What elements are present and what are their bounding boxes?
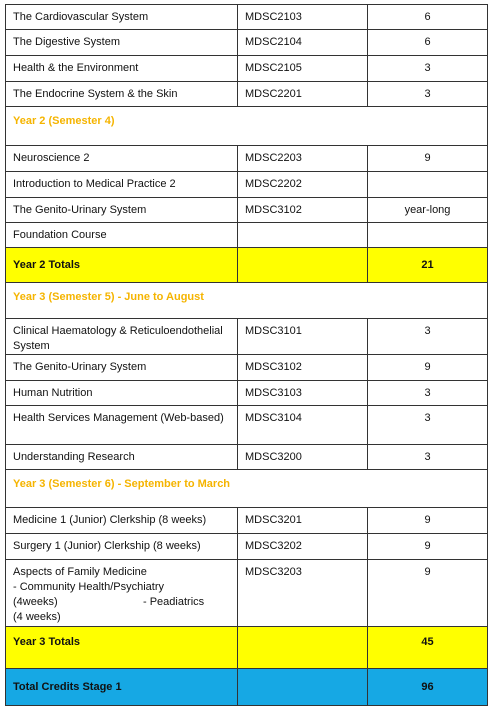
course-credits: 9 <box>368 560 488 627</box>
course-name: Introduction to Medical Practice 2 <box>6 172 238 198</box>
course-credits <box>368 172 488 198</box>
course-name: Medicine 1 (Junior) Clerkship (8 weeks) <box>6 508 238 534</box>
table-row <box>6 406 488 445</box>
course-credits: 6 <box>368 5 488 30</box>
semester-heading: Year 3 (Semester 6) - September to March <box>6 470 488 508</box>
course-credits: 3 <box>368 445 488 470</box>
family-medicine-duration: (4weeks) <box>13 596 58 608</box>
semester-heading-row <box>6 283 488 319</box>
table-row <box>6 82 488 107</box>
course-credits: 3 <box>368 319 488 355</box>
course-credits: 9 <box>368 355 488 381</box>
semester-heading-row <box>6 470 488 508</box>
totals-value: 21 <box>368 248 488 283</box>
curriculum-table <box>5 4 488 706</box>
course-code: MDSC3200 <box>238 445 368 470</box>
course-name: Neuroscience 2 <box>6 146 238 172</box>
totals-label: Year 3 Totals <box>6 627 238 669</box>
table-row <box>6 534 488 560</box>
totals-label: Year 2 Totals <box>6 248 238 283</box>
totals-spacer <box>238 248 368 283</box>
course-credits: 3 <box>368 82 488 107</box>
course-name: Human Nutrition <box>6 381 238 406</box>
course-credits <box>368 223 488 248</box>
table-row <box>6 560 488 627</box>
course-name: Understanding Research <box>6 445 238 470</box>
course-code: MDSC2103 <box>238 5 368 30</box>
family-medicine-duration: (4 weeks) <box>13 611 61 623</box>
course-code: MDSC3101 <box>238 319 368 355</box>
table-row <box>6 198 488 223</box>
course-code: MDSC2105 <box>238 56 368 82</box>
family-medicine-line <box>13 595 237 610</box>
table-row <box>6 319 488 355</box>
semester-heading-row <box>6 107 488 146</box>
table-row <box>6 5 488 30</box>
course-name: Surgery 1 (Junior) Clerkship (8 weeks) <box>6 534 238 560</box>
course-credits: 6 <box>368 30 488 56</box>
course-name: The Endocrine System & the Skin <box>6 82 238 107</box>
course-name: Health Services Management (Web-based) <box>6 406 238 445</box>
course-code: MDSC2104 <box>238 30 368 56</box>
course-code: MDSC3203 <box>238 560 368 627</box>
course-code: MDSC2201 <box>238 82 368 107</box>
table-row <box>6 381 488 406</box>
course-name: Health & the Environment <box>6 56 238 82</box>
course-name: Foundation Course <box>6 223 238 248</box>
semester-heading: Year 2 (Semester 4) <box>6 107 488 146</box>
course-code: MDSC3103 <box>238 381 368 406</box>
family-medicine-line: - Community Health/Psychiatry <box>13 581 164 593</box>
course-credits: 9 <box>368 534 488 560</box>
course-name: The Digestive System <box>6 30 238 56</box>
course-code: MDSC3102 <box>238 198 368 223</box>
course-name: The Genito-Urinary System <box>6 198 238 223</box>
course-credits: 9 <box>368 508 488 534</box>
course-code: MDSC3201 <box>238 508 368 534</box>
course-code: MDSC3104 <box>238 406 368 445</box>
course-code: MDSC3102 <box>238 355 368 381</box>
course-credits: 3 <box>368 406 488 445</box>
course-credits: 9 <box>368 146 488 172</box>
course-name <box>6 560 238 627</box>
course-name: Clinical Haematology & Reticuloendothelial System <box>6 319 238 355</box>
table-row <box>6 146 488 172</box>
family-medicine-line: - Peadiatrics <box>143 596 205 608</box>
course-name: The Genito-Urinary System <box>6 355 238 381</box>
table-row <box>6 508 488 534</box>
table-row <box>6 445 488 470</box>
course-credits: 3 <box>368 381 488 406</box>
course-code: MDSC3202 <box>238 534 368 560</box>
table-row <box>6 355 488 381</box>
stage-total-value: 96 <box>368 669 488 706</box>
year-totals-row <box>6 627 488 669</box>
course-credits: year-long <box>368 198 488 223</box>
course-name: The Cardiovascular System <box>6 5 238 30</box>
course-credits: 3 <box>368 56 488 82</box>
table-row <box>6 223 488 248</box>
stage-total-row <box>6 669 488 706</box>
stage-total-spacer <box>238 669 368 706</box>
course-code: MDSC2202 <box>238 172 368 198</box>
course-code: MDSC2203 <box>238 146 368 172</box>
table-row <box>6 30 488 56</box>
semester-heading: Year 3 (Semester 5) - June to August <box>6 283 488 319</box>
course-code <box>238 223 368 248</box>
table-row <box>6 56 488 82</box>
family-medicine-title: Aspects of Family Medicine <box>13 566 147 578</box>
totals-spacer <box>238 627 368 669</box>
stage-total-label: Total Credits Stage 1 <box>6 669 238 706</box>
table-row <box>6 172 488 198</box>
year-totals-row <box>6 248 488 283</box>
totals-value: 45 <box>368 627 488 669</box>
